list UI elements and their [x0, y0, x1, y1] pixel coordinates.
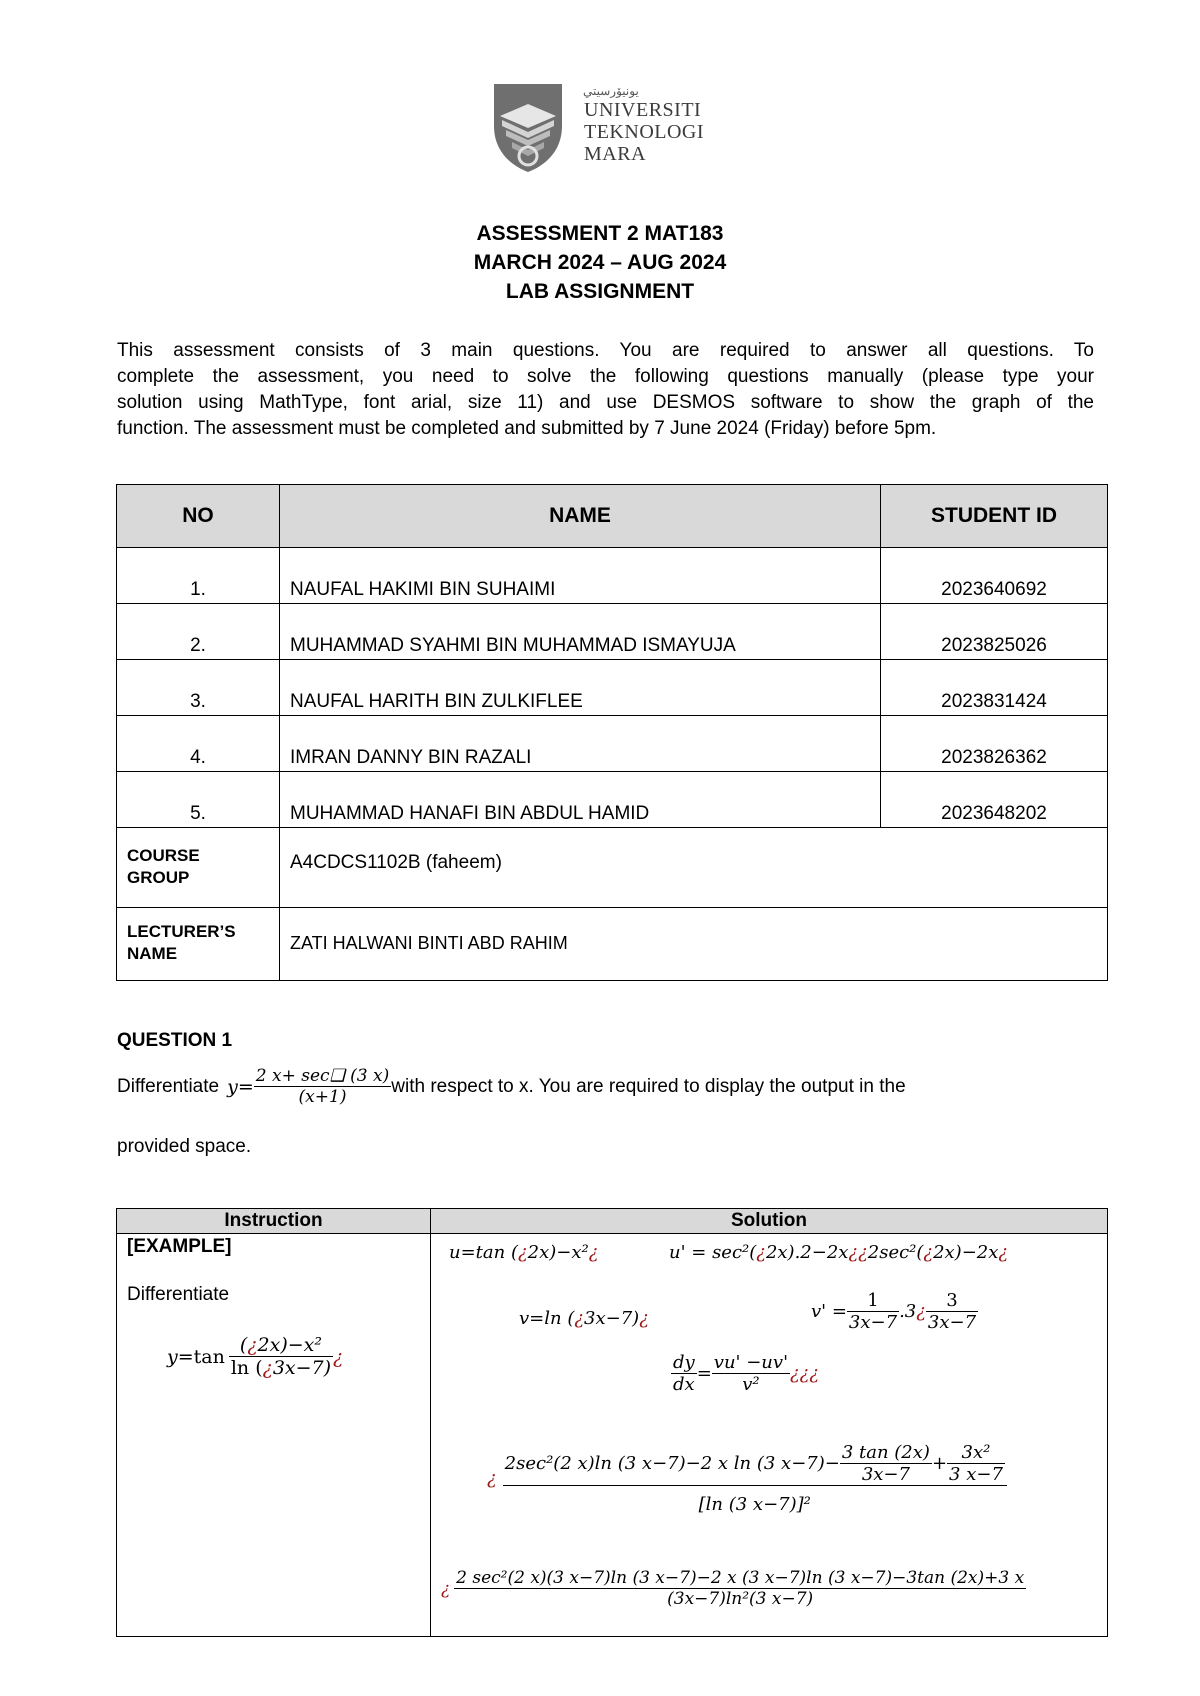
- quot-frac: [712, 1352, 790, 1395]
- intro-line: complete the assessment, you need to solve the following questions manually (please type your: [117, 366, 1094, 387]
- example-equation: [167, 1334, 343, 1379]
- logo-jawi-text: ﻳﻮﻧﻴﯚرسيتي: [583, 84, 639, 98]
- big-n2: 3x²: [961, 1442, 991, 1463]
- u-definition: [449, 1242, 598, 1263]
- vp-num: 1: [867, 1290, 879, 1311]
- logo-line-2: TEKNOLOGI: [584, 121, 705, 143]
- member-id: 2023825026: [881, 604, 1108, 660]
- instruction-solution-table: [116, 1208, 1108, 1637]
- lecturer-row: [117, 908, 1108, 981]
- ex-num-c: 2x)−x²: [257, 1334, 322, 1356]
- dydx-num: dy: [673, 1352, 695, 1373]
- instruction-cell: [117, 1234, 431, 1637]
- ex-den-c: 3x−7): [272, 1357, 332, 1379]
- ex-den-a: ln (: [230, 1357, 263, 1379]
- member-name: NAUFAL HARITH BIN ZULKIFLEE: [280, 660, 881, 716]
- big-den: [ln (3 x−7)]²: [503, 1485, 1007, 1515]
- big-d1: 3x−7: [840, 1463, 932, 1485]
- v-rest: 3x−7): [584, 1308, 640, 1329]
- col-header-solution: Solution: [431, 1209, 1108, 1234]
- member-no: 4.: [117, 716, 280, 772]
- member-no: 5.: [117, 772, 280, 828]
- differentiate-label: Differentiate: [127, 1284, 230, 1305]
- member-no: 1.: [117, 548, 280, 604]
- table-row: [117, 604, 1108, 660]
- vp-num2: 3: [946, 1290, 958, 1311]
- quot-end: ¿¿¿: [790, 1363, 819, 1384]
- u-eq: u=tan (: [449, 1242, 518, 1263]
- ex-trail: ¿: [333, 1345, 344, 1368]
- member-id: 2023648202: [881, 772, 1108, 828]
- intro-line: solution using MathType, font arial, size 11) and use DESMOS software to show the graph of the: [117, 392, 1094, 413]
- logo-line-3: MARA: [584, 143, 647, 165]
- course-group-value: A4CDCS1102B (faheem): [280, 828, 1108, 908]
- table-row: [117, 772, 1108, 828]
- question-1-text: [117, 1066, 906, 1107]
- title-line-3: LAB ASSIGNMENT: [505, 280, 695, 303]
- big-lead: ¿: [487, 1468, 497, 1489]
- quot-den: v²: [712, 1373, 790, 1395]
- q1-numerator: 2 x+ sec❑ (3 x): [255, 1066, 390, 1086]
- dydx-frac: [671, 1352, 697, 1395]
- intro-paragraph: [117, 338, 1094, 442]
- q1-fraction: [254, 1066, 391, 1107]
- up-m2: ¿¿: [848, 1242, 868, 1263]
- logo-line-1: UNIVERSITI: [584, 99, 702, 121]
- vp-frac-1: [847, 1290, 899, 1333]
- big-inner-frac-1: [840, 1442, 932, 1485]
- title-line-2: MARCH 2024 – AUG 2024: [473, 251, 727, 274]
- lecturer-label-1: LECTURER’S: [127, 922, 236, 941]
- table-row: [117, 660, 1108, 716]
- up-eq: u' = sec²(: [669, 1242, 757, 1263]
- up-m1: ¿: [756, 1242, 766, 1263]
- q1-y-eq: y=: [227, 1075, 254, 1098]
- big-frac: [503, 1442, 1007, 1515]
- col-header-instruction: Instruction: [117, 1209, 431, 1234]
- expanded-derivative: [487, 1442, 1007, 1515]
- quot-num: vu' −uv': [713, 1352, 789, 1373]
- v-prime: [811, 1290, 978, 1333]
- question-1-line2: provided space.: [117, 1136, 252, 1157]
- u-prime: [669, 1242, 1008, 1263]
- course-group-label-2: GROUP: [127, 867, 190, 887]
- course-group-label: [117, 828, 280, 908]
- solution-cell: [431, 1234, 1108, 1637]
- ex-num-b: ¿: [247, 1334, 258, 1356]
- big-plus: +: [931, 1453, 948, 1474]
- v-eq: v=ln (: [519, 1308, 575, 1329]
- intro-line: function. The assessment must be completed and submitted by 7 June 2024 (Friday) before 5pm.: [117, 418, 937, 439]
- vp-den2: 3x−7: [927, 1312, 977, 1333]
- course-group-label-1: COURSE: [127, 845, 200, 865]
- q1-denominator: (x+1): [254, 1086, 391, 1107]
- ex-den-b: ¿: [262, 1357, 273, 1379]
- ex-tan: tan: [193, 1345, 225, 1368]
- member-name: MUHAMMAD SYAHMI BIN MUHAMMAD ISMAYUJA: [280, 604, 881, 660]
- vp-m: ¿: [916, 1301, 926, 1322]
- u-rest: 2x)−x²: [527, 1242, 589, 1263]
- vp-den: 3x−7: [848, 1312, 898, 1333]
- members-table: [116, 484, 1108, 981]
- up-r1: 2x).2−2x: [765, 1242, 849, 1263]
- vp-eq: v' =: [811, 1301, 847, 1322]
- member-name: IMRAN DANNY BIN RAZALI: [280, 716, 881, 772]
- ex-num-a: (: [239, 1334, 248, 1356]
- dydx-den: dx: [671, 1373, 697, 1395]
- last-num: 2 sec²(2 x)(3 x−7)ln (3 x−7)−2 x (3 x−7)ln (3 x−7)−3tan (2x)+3 x: [456, 1568, 1025, 1588]
- member-name: NAUFAL HAKIMI BIN SUHAIMI: [280, 548, 881, 604]
- v-definition: [519, 1308, 649, 1329]
- logo-emblem-icon: [488, 82, 568, 174]
- q1-prefix: Differentiate: [117, 1075, 220, 1097]
- quot-eq: =: [696, 1363, 712, 1384]
- q1-suffix: with respect to x. You are required to display the output in the: [391, 1075, 906, 1097]
- lecturer-label-2: NAME: [127, 944, 178, 963]
- v-end: ¿: [639, 1308, 649, 1329]
- table-row: [117, 548, 1108, 604]
- question-1-heading: QUESTION 1: [117, 1030, 233, 1051]
- up-m3: ¿: [923, 1242, 934, 1263]
- lecturer-label: [117, 908, 280, 981]
- ex-y: y=: [167, 1345, 194, 1368]
- big-num-a: 2sec²(2 x)ln (3 x−7)−2 x ln (3 x−7)−: [504, 1453, 840, 1474]
- col-header-id: STUDENT ID: [881, 485, 1108, 548]
- col-header-no: NO: [117, 485, 280, 548]
- up-r3: 2x)−2x: [933, 1242, 999, 1263]
- quotient-rule: [671, 1352, 819, 1395]
- simplified-derivative: [441, 1568, 1026, 1609]
- member-no: 2.: [117, 604, 280, 660]
- vp-frac-2: [926, 1290, 978, 1333]
- big-n1: 3 tan (2x): [841, 1442, 930, 1463]
- ex-fraction: [229, 1334, 333, 1379]
- lecturer-value: ZATI HALWANI BINTI ABD RAHIM: [280, 908, 1108, 981]
- member-no: 3.: [117, 660, 280, 716]
- u-end: ¿: [588, 1242, 599, 1263]
- member-id: 2023826362: [881, 716, 1108, 772]
- member-id: 2023640692: [881, 548, 1108, 604]
- last-lead: ¿: [441, 1578, 451, 1599]
- course-group-row: [117, 828, 1108, 908]
- last-den: (3x−7)ln²(3 x−7): [454, 1588, 1026, 1609]
- u-mid: ¿: [517, 1242, 528, 1263]
- big-d2: 3 x−7: [949, 1464, 1003, 1485]
- member-name: MUHAMMAD HANAFI BIN ABDUL HAMID: [280, 772, 881, 828]
- vp-mid: .3: [899, 1301, 917, 1322]
- big-inner-frac-2: [947, 1442, 1005, 1485]
- intro-line: This assessment consists of 3 main questions. You are required to answer all questions. To: [117, 340, 1094, 361]
- member-id: 2023831424: [881, 660, 1108, 716]
- col-header-name: NAME: [280, 485, 881, 548]
- title-line-1: ASSESSMENT 2 MAT183: [476, 222, 724, 245]
- last-frac: [454, 1568, 1026, 1609]
- up-r2: 2sec²(: [867, 1242, 924, 1263]
- members-header-row: [117, 485, 1108, 548]
- up-m4: ¿: [998, 1242, 1009, 1263]
- example-label: [EXAMPLE]: [127, 1236, 232, 1257]
- table-row: [117, 716, 1108, 772]
- v-m: ¿: [574, 1308, 585, 1329]
